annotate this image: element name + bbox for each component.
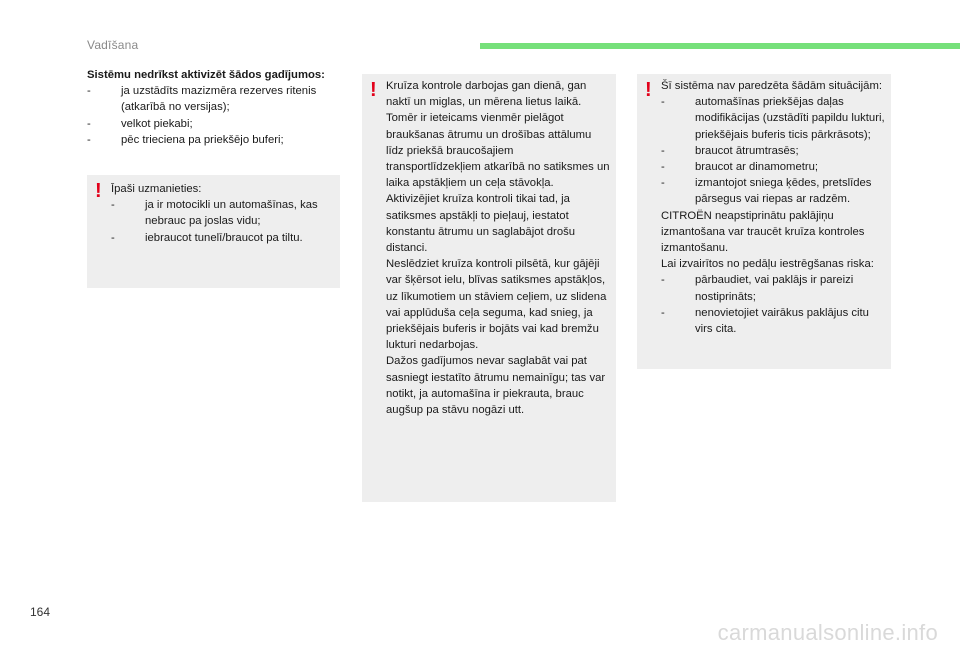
list-item-text: izmantojot sniega ķēdes, pretslīdes pārsegus vai riepas ar radzēm. bbox=[695, 177, 872, 206]
list-item-text: velkot piekabi; bbox=[121, 117, 193, 130]
warning-intro: Īpaši uzmanieties: bbox=[111, 183, 202, 195]
list-item bbox=[661, 272, 885, 304]
warning-box-caution bbox=[87, 175, 340, 288]
list-item bbox=[87, 83, 342, 115]
list-item-text: pārbaudiet, vai paklājs ir pareizi nostiprināts; bbox=[695, 274, 854, 303]
dash: - bbox=[111, 199, 115, 212]
dash: - bbox=[661, 161, 665, 174]
warning-paragraph: Aktivizējiet kruīza kontroli tikai tad, ja satiksmes apstākļi to pieļauj, iestatot konstantu ātrumu un saglabājot drošu distanci. bbox=[386, 193, 576, 255]
warning-paragraph: CITROËN neapstiprinātu paklājiņu izmantošana var traucēt kruīza kontroles izmantošanu. bbox=[661, 209, 865, 255]
warning-icon: ! bbox=[645, 79, 652, 101]
dash: - bbox=[661, 96, 665, 109]
warning-box-system-limits bbox=[637, 74, 891, 369]
list-item-text: braucot ātrumtrasēs; bbox=[695, 144, 799, 157]
warning-box-cruise-control bbox=[362, 74, 616, 502]
list-item bbox=[111, 197, 332, 229]
list-item bbox=[87, 132, 342, 148]
dash: - bbox=[661, 274, 665, 287]
list-item bbox=[661, 305, 885, 337]
list-item-text: ja ir motocikli un automašīnas, kas nebrauc pa joslas vidu; bbox=[145, 199, 318, 228]
list-item bbox=[661, 175, 885, 207]
dash: - bbox=[661, 306, 665, 319]
dash: - bbox=[87, 117, 91, 130]
column-1 bbox=[87, 67, 342, 148]
list-item-text: automašīnas priekšējas daļas modifikācijas (uzstādīti papildu lukturi, priekšējais buferis ticis pārkrāsots); bbox=[695, 96, 885, 141]
warning-paragraph: Tomēr ir ieteicams vienmēr pielāgot braukšanas ātrumu un drošības attālumu līdz priekšā braucošajiem transportlīdzekļiem atkarībā no satiksmes un laika apstākļiem un ceļa stāvokļa. bbox=[386, 112, 610, 190]
list-item-text: pēc trieciena pa priekšējo buferi; bbox=[121, 133, 284, 146]
section-title: Vadīšana bbox=[87, 38, 139, 52]
dash: - bbox=[661, 177, 665, 190]
dash: - bbox=[111, 231, 115, 244]
dash: - bbox=[661, 144, 665, 157]
list-item-text: braucot ar dinamometru; bbox=[695, 161, 819, 174]
list-item bbox=[661, 94, 885, 143]
page-number: 164 bbox=[30, 605, 51, 619]
list-item bbox=[661, 143, 885, 159]
restrictions-heading: Sistēmu nedrīkst aktivizēt šādos gadījumos: bbox=[87, 69, 325, 81]
list-item bbox=[661, 159, 885, 175]
list-item bbox=[111, 230, 332, 246]
warning-intro: Šī sistēma nav paredzēta šādām situācijām: bbox=[661, 80, 883, 92]
warning-paragraph: Neslēdziet kruīza kontroli pilsētā, kur gājēji var šķērsot ielu, blīvas satiksmes apstākļos, uz līkumotiem un stāviem ceļiem, uz slidena vai applūduša ceļa seguma, kad snieg, ja priekšējais buferis ir bojāts vai kad bremžu lukturi nedarbojas. bbox=[386, 258, 607, 352]
list-item bbox=[87, 116, 342, 132]
warning-icon: ! bbox=[370, 79, 377, 101]
warning-paragraph: Kruīza kontrole darbojas gan dienā, gan naktī un miglas, un mērena lietus laikā. bbox=[386, 80, 587, 109]
dash: - bbox=[87, 85, 91, 98]
watermark: carmanualsonline.info bbox=[717, 620, 938, 645]
section-accent-bar bbox=[480, 43, 960, 49]
list-item-text: ja uzstādīts mazizmēra rezerves ritenis (atkarībā no versijas); bbox=[121, 85, 317, 114]
list-item-text: iebraucot tunelī/braucot pa tiltu. bbox=[145, 231, 303, 244]
warning-icon: ! bbox=[95, 180, 102, 202]
warning-paragraph: Dažos gadījumos nevar saglabāt vai pat sasniegt iestatīto ātrumu nemainīgu; tas var notikt, ja automašīna ir piekrauta, brauc augšup pa stāvu nogāzi utt. bbox=[386, 355, 606, 417]
list-item-text: nenovietojiet vairākus paklājus citu virs cita. bbox=[695, 306, 869, 336]
dash: - bbox=[87, 133, 91, 146]
warning-paragraph: Lai izvairītos no pedāļu iestrēgšanas riska: bbox=[661, 258, 874, 271]
